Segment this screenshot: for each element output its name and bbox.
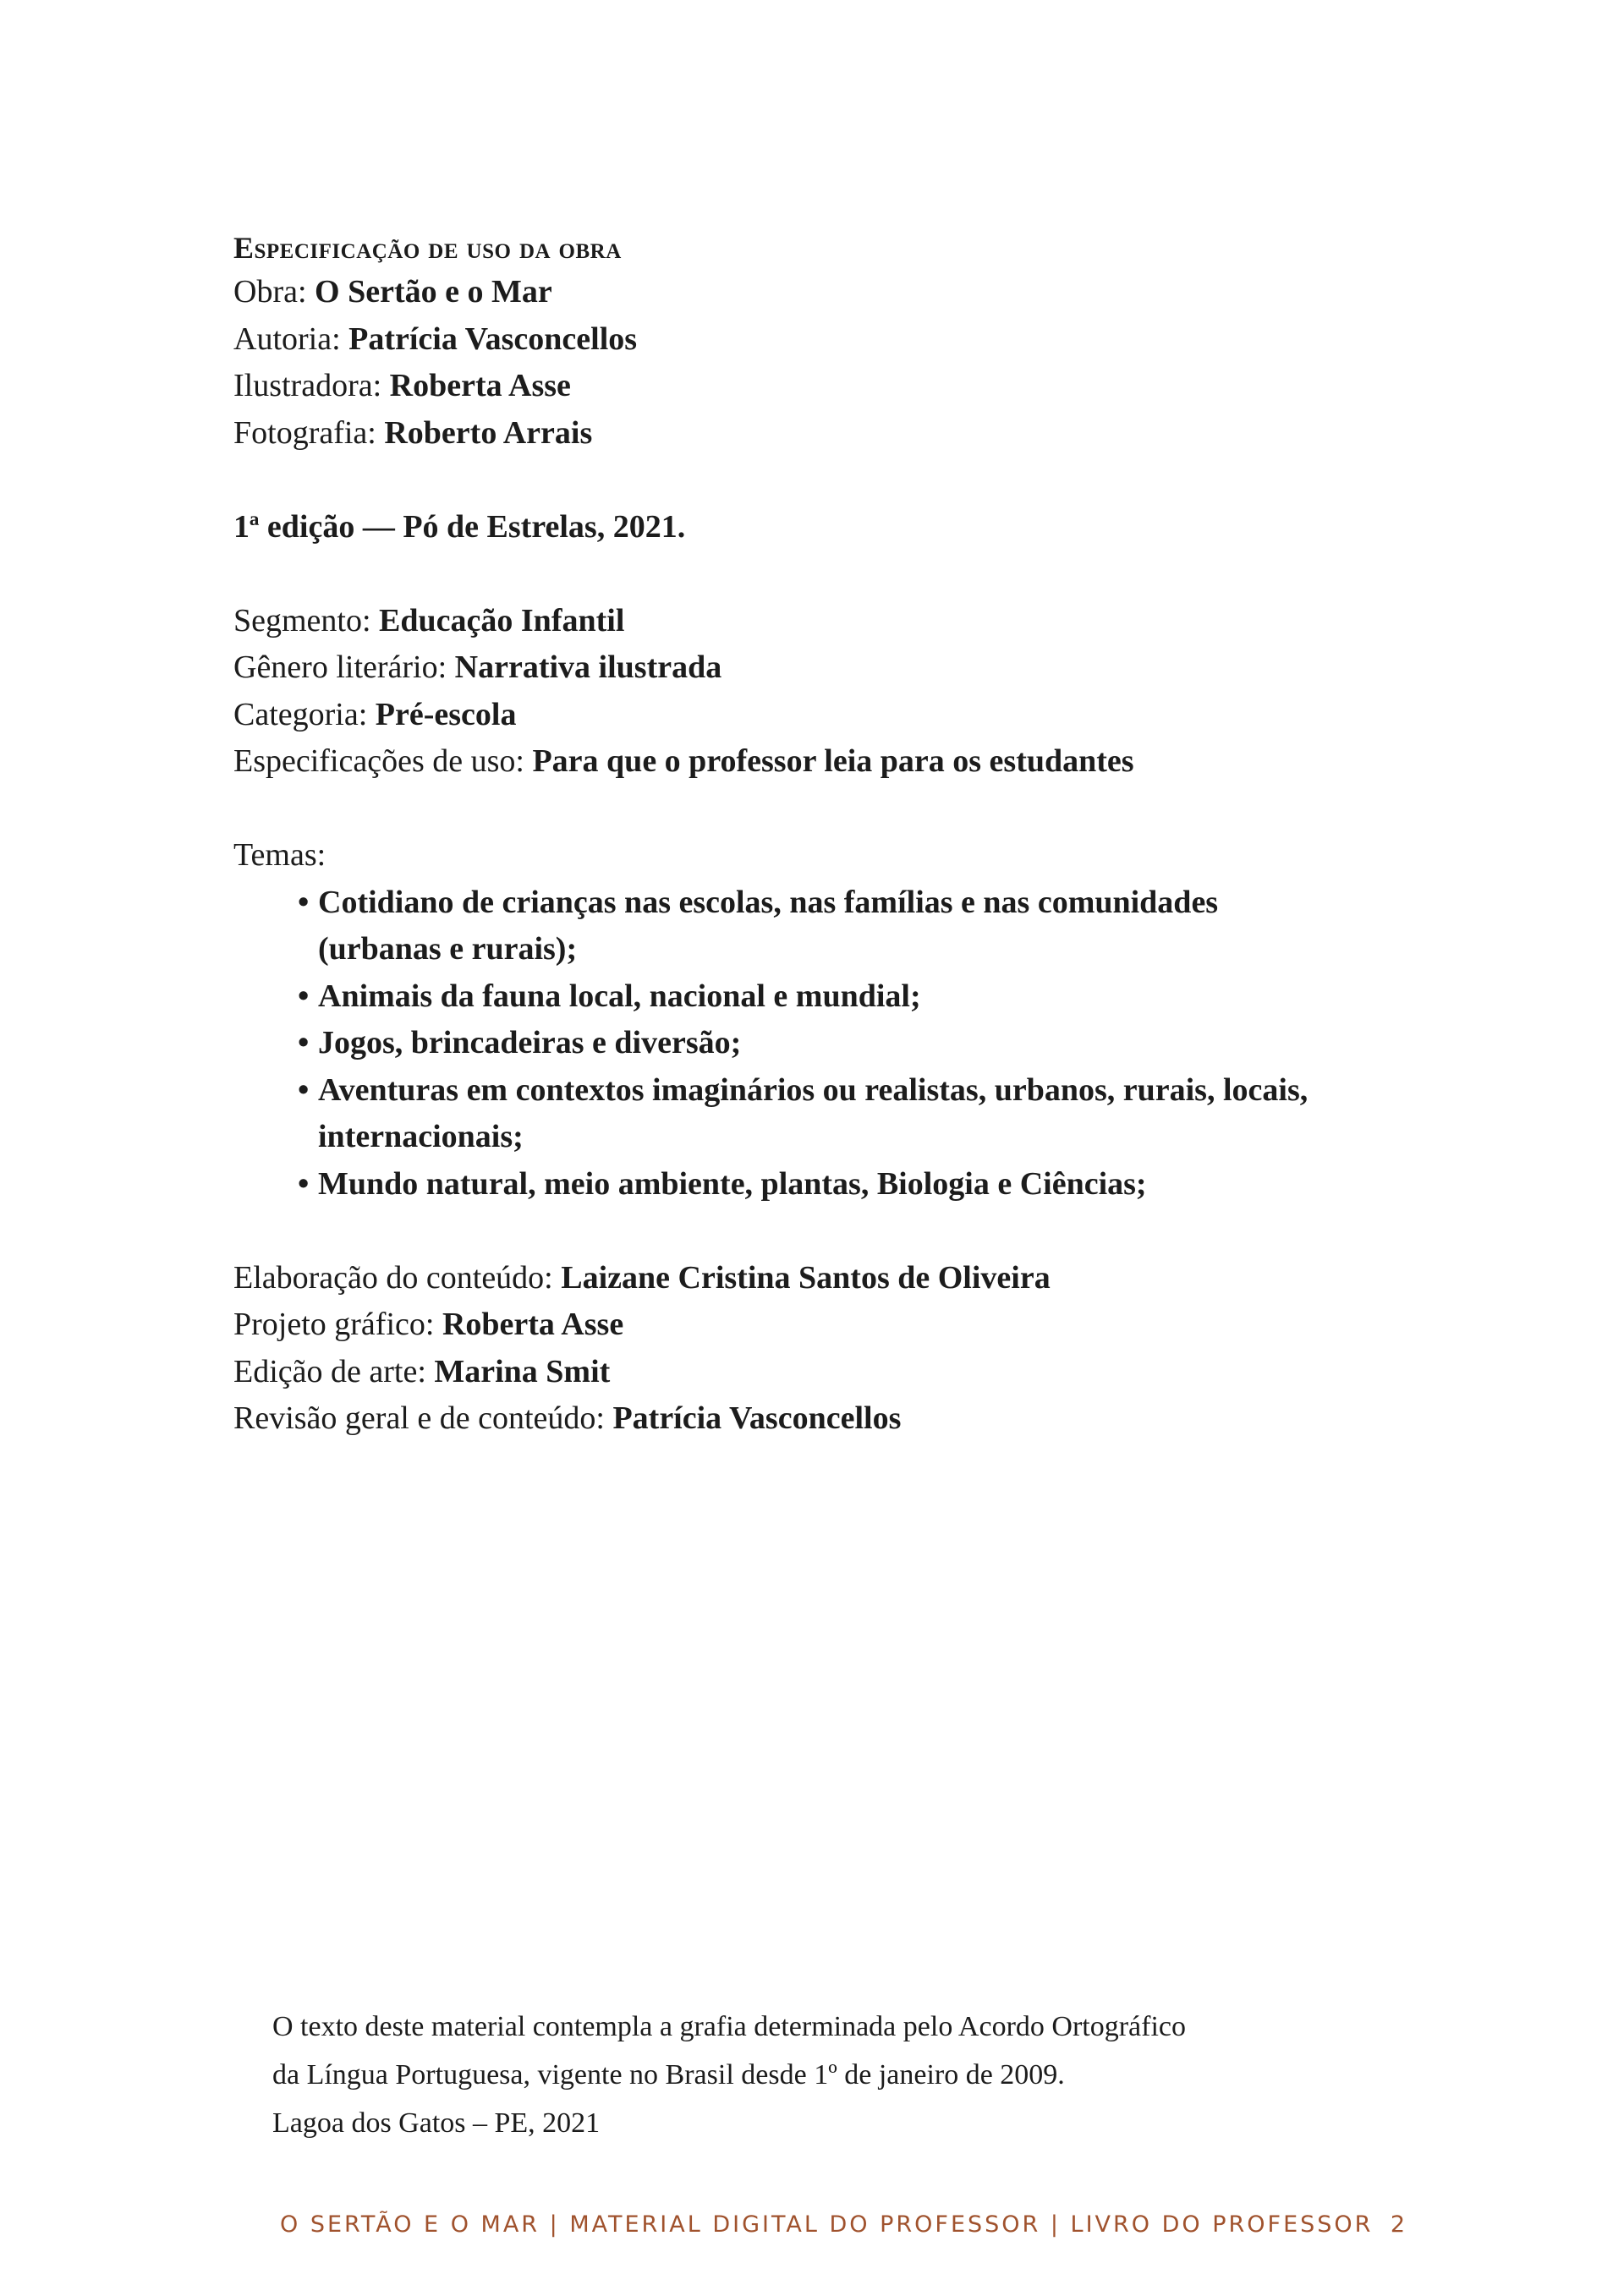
orthography-note: [272, 2003, 1372, 2147]
genre-line: [233, 644, 1418, 692]
bullet-icon: •: [298, 884, 310, 920]
content-author-line: [233, 1255, 1418, 1302]
note-line: O texto deste material contempla a grafia determinada pelo Acordo Ortográfico: [272, 2011, 1186, 2042]
graphic-design-line: [233, 1301, 1418, 1349]
footer-title: O SERTÃO E O MAR | MATERIAL DIGITAL DO PROFESSOR | LIVRO DO PROFESSOR: [280, 2211, 1374, 2238]
theme-text-line: Aventuras em contextos imaginários ou realistas, urbanos, rurais, locais, internacionais;: [318, 1071, 1309, 1154]
list-item: [298, 973, 1418, 1021]
credit-photography: [233, 410, 1418, 458]
field-value: Patrícia Vasconcellos: [612, 1400, 902, 1436]
field-value: Laizane Cristina Santos de Oliveira: [561, 1259, 1051, 1296]
field-label: Elaboração do conteúdo:: [233, 1259, 562, 1296]
art-editing-line: [233, 1349, 1418, 1396]
credit-author: [233, 316, 1418, 364]
note-line: Lagoa dos Gatos – PE, 2021: [272, 2107, 601, 2139]
review-line: [233, 1395, 1418, 1443]
field-value: Educação Infantil: [379, 602, 625, 638]
page-footer: [280, 2211, 1405, 2238]
credit-value: Roberta Asse: [389, 368, 571, 403]
field-value: Marina Smit: [434, 1353, 611, 1389]
theme-text: Mundo natural, meio ambiente, plantas, Biologia e Ciências;: [318, 1165, 1147, 1202]
credit-work: [233, 269, 1418, 316]
list-item: [298, 1161, 1418, 1208]
field-value: Para que o professor leia para os estudantes: [532, 743, 1134, 779]
credit-label: Obra:: [233, 274, 315, 310]
category-line: [233, 692, 1418, 739]
classification-block: [233, 598, 1418, 786]
themes-label: Temas:: [233, 837, 326, 873]
field-label: Gênero literário:: [233, 649, 455, 685]
theme-text: Jogos, brincadeiras e diversão;: [318, 1025, 742, 1060]
specification-section: [233, 227, 1418, 1443]
list-item: [298, 1067, 1418, 1161]
edition-line: 1ª edição — Pó de Estrelas, 2021.: [233, 508, 686, 545]
bullet-icon: •: [298, 1165, 310, 1202]
credits-block: [233, 269, 1418, 457]
bullet-icon: •: [298, 1025, 310, 1060]
field-value: Pré-escola: [375, 696, 517, 732]
theme-text: Animais da fauna local, nacional e mundial;: [318, 978, 921, 1014]
section-heading: Especificação de uso da obra: [233, 231, 622, 265]
credit-label: Autoria:: [233, 321, 349, 357]
themes-list: [233, 879, 1418, 1208]
theme-text-line: Cotidiano de crianças nas escolas, nas famílias e nas comunidades (urbanas e rurais);: [318, 884, 1219, 967]
segment-line: [233, 598, 1418, 645]
list-item: [298, 1020, 1418, 1067]
field-value: Narrativa ilustrada: [454, 649, 722, 685]
staff-block: [233, 1255, 1418, 1443]
note-line: da Língua Portuguesa, vigente no Brasil desde 1º de janeiro de 2009.: [272, 2059, 1065, 2091]
field-label: Categoria:: [233, 696, 376, 732]
field-label: Revisão geral e de conteúdo:: [233, 1400, 613, 1436]
credit-value: O Sertão e o Mar: [315, 274, 552, 310]
credit-illustrator: [233, 363, 1418, 410]
field-label: Projeto gráfico:: [233, 1307, 442, 1342]
credit-label: Ilustradora:: [233, 368, 390, 403]
page-number: 2: [1390, 2211, 1405, 2238]
field-label: Especificações de uso:: [233, 743, 533, 779]
field-label: Segmento:: [233, 602, 380, 638]
credit-value: Patrícia Vasconcellos: [348, 321, 638, 357]
bullet-icon: •: [298, 1071, 310, 1108]
field-label: Edição de arte:: [233, 1353, 435, 1389]
list-item: [298, 879, 1418, 973]
usage-line: [233, 738, 1418, 786]
field-value: Roberta Asse: [442, 1307, 624, 1342]
credit-value: Roberto Arrais: [384, 414, 593, 451]
credit-label: Fotografia:: [233, 414, 385, 451]
bullet-icon: •: [298, 978, 310, 1014]
